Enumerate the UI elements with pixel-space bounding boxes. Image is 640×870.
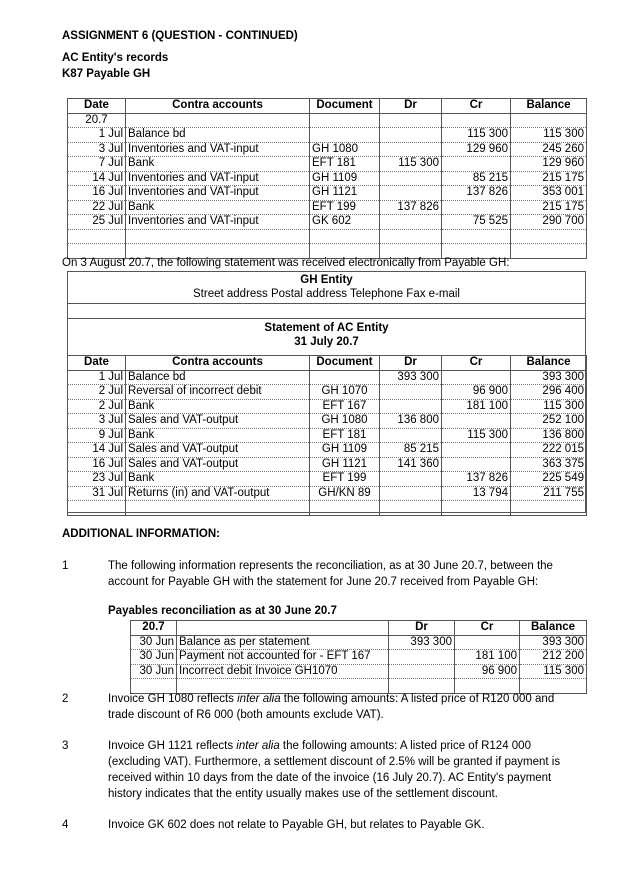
- item-3-line-4: history indicates that the entity usually makes use of the settlement discount.: [108, 788, 498, 800]
- recon-row: [131, 650, 587, 665]
- statement-cell-dr: 136 800: [380, 414, 442, 429]
- statement-cell-contra: Sales and VAT-output: [126, 443, 310, 458]
- recon-title: Payables reconciliation as at 30 June 20.7: [108, 605, 337, 617]
- statement-cell-contra: Sales and VAT-output: [126, 414, 310, 429]
- statement-cell-date: 2 Jul: [68, 399, 126, 414]
- empty-row: [68, 244, 587, 259]
- statement-cell-contra: Balance bd: [126, 370, 310, 385]
- item-3-line-1: Invoice GH 1121 reflects inter alia the following amounts: A listed price of R124 000: [108, 740, 531, 752]
- statement-cell-cr: 96 900: [442, 385, 511, 400]
- item-2-text: [108, 691, 586, 723]
- statement-cell-bal: 296 400: [511, 385, 587, 400]
- ledger-col-balance: Balance: [511, 99, 587, 114]
- statement-cell-cr: 115 300: [442, 428, 511, 443]
- statement-title-block: [68, 319, 585, 357]
- ledger-row: [68, 142, 587, 157]
- ledger-header-row: [68, 99, 587, 114]
- ledger-cell-contra: Inventories and VAT-input: [126, 142, 310, 157]
- statement-cell-date: 23 Jul: [68, 472, 126, 487]
- statement-cell-cr: [442, 443, 511, 458]
- statement-cell-dr: [380, 486, 442, 501]
- statement-cell-dr: 141 360: [380, 457, 442, 472]
- ledger-cell-dr: [380, 142, 442, 157]
- item-3-line-2: (excluding VAT). Furthermore, a settlement discount of 2.5% will be granted if payment is: [108, 756, 561, 768]
- statement-intro: On 3 August 20.7, the following statement was received electronically from Payable GH:: [62, 257, 510, 269]
- recon-cell-bal: 212 200: [520, 650, 587, 665]
- ledger-cell-date: 3 Jul: [68, 142, 126, 157]
- statement-col-contra: Contra accounts: [126, 356, 310, 371]
- statement-cell-doc: GH 1070: [310, 385, 380, 400]
- statement-row: [68, 385, 587, 400]
- ledger-cell-doc: EFT 181: [310, 157, 380, 172]
- statement-row: [68, 472, 587, 487]
- ledger-cell-contra: Bank: [126, 200, 310, 215]
- recon-cell-date: 30 Jun: [131, 664, 177, 679]
- recon-cell-dr: 393 300: [389, 635, 455, 650]
- recon-cell-desc: Balance as per statement: [177, 635, 389, 650]
- statement-cell-doc: GH 1109: [310, 443, 380, 458]
- recon-cell-dr: [389, 650, 455, 665]
- ledger-cell-doc: GH 1121: [310, 186, 380, 201]
- account-title: K87 Payable GH: [62, 68, 151, 80]
- statement-date: 31 July 20.7: [294, 336, 359, 348]
- statement-cell-doc: GH/KN 89: [310, 486, 380, 501]
- statement-cell-contra: Returns (in) and VAT-output: [126, 486, 310, 501]
- statement-cell-date: 9 Jul: [68, 428, 126, 443]
- ledger-row: [68, 200, 587, 215]
- ledger-col-document: Document: [310, 99, 380, 114]
- item-3-number: 3: [62, 740, 69, 752]
- statement-cell-cr: [442, 414, 511, 429]
- ledger-table: [67, 98, 587, 259]
- statement-row: [68, 399, 587, 414]
- ledger-row: [68, 215, 587, 230]
- ledger-cell-dr: 115 300: [380, 157, 442, 172]
- statement-row: [68, 414, 587, 429]
- statement-cell-date: 31 Jul: [68, 486, 126, 501]
- ledger-cell-cr: 115 300: [442, 128, 511, 143]
- statement-cell-bal: 115 300: [511, 399, 587, 414]
- ledger-cell-date: 22 Jul: [68, 200, 126, 215]
- ledger-cell-contra: Inventories and VAT-input: [126, 171, 310, 186]
- statement-cell-bal: 222 015: [511, 443, 587, 458]
- ledger-year: 20.7: [68, 113, 126, 128]
- statement-header-row: [68, 356, 587, 371]
- recon-cell-date: 30 Jun: [131, 635, 177, 650]
- recon-cell-date: 30 Jun: [131, 650, 177, 665]
- recon-row: [131, 664, 587, 679]
- statement-row: [68, 428, 587, 443]
- recon-cell-cr: 96 900: [455, 664, 520, 679]
- recon-col-dr: Dr: [389, 621, 455, 636]
- ledger-cell-contra: Inventories and VAT-input: [126, 215, 310, 230]
- additional-title: ADDITIONAL INFORMATION:: [62, 528, 221, 540]
- ledger-cell-bal: 215 175: [511, 171, 587, 186]
- recon-row: [131, 635, 587, 650]
- recon-header-row: [131, 621, 587, 636]
- statement-title: Statement of AC Entity: [264, 322, 389, 334]
- statement-table: [67, 355, 587, 516]
- statement-cell-doc: [310, 370, 380, 385]
- ledger-cell-cr: 75 525: [442, 215, 511, 230]
- statement-col-date: Date: [68, 356, 126, 371]
- empty-row: [68, 229, 587, 244]
- recon-cell-desc: Payment not accounted for - EFT 167: [177, 650, 389, 665]
- statement-cell-date: 1 Jul: [68, 370, 126, 385]
- statement-cell-doc: EFT 199: [310, 472, 380, 487]
- statement-cell-doc: EFT 181: [310, 428, 380, 443]
- ledger-cell-cr: [442, 200, 511, 215]
- statement-spacer: [68, 304, 585, 319]
- ledger-cell-cr: 137 826: [442, 186, 511, 201]
- statement-cell-bal: 363 375: [511, 457, 587, 472]
- ledger-col-cr: Cr: [442, 99, 511, 114]
- ledger-cell-dr: [380, 215, 442, 230]
- statement-header: [68, 272, 585, 304]
- statement-row: [68, 370, 587, 385]
- ledger-cell-bal: 129 960: [511, 157, 587, 172]
- recon-col-balance: Balance: [520, 621, 587, 636]
- ledger-cell-date: 25 Jul: [68, 215, 126, 230]
- statement-cell-cr: [442, 457, 511, 472]
- ledger-cell-date: 16 Jul: [68, 186, 126, 201]
- recon-table: [130, 620, 587, 694]
- statement-cell-doc: GH 1080: [310, 414, 380, 429]
- statement-col-dr: Dr: [380, 356, 442, 371]
- statement-row: [68, 486, 587, 501]
- ledger-row: [68, 157, 587, 172]
- statement-cell-cr: 137 826: [442, 472, 511, 487]
- statement-cell-bal: 136 800: [511, 428, 587, 443]
- recon-col-desc: [177, 621, 389, 636]
- statement-cell-dr: [380, 472, 442, 487]
- ledger-cell-contra: Balance bd: [126, 128, 310, 143]
- recon-cell-cr: 181 100: [455, 650, 520, 665]
- ledger-cell-date: 1 Jul: [68, 128, 126, 143]
- item-2-line-2: trade discount of R6 000 (both amounts exclude VAT).: [108, 709, 384, 721]
- statement-cell-dr: [380, 399, 442, 414]
- ledger-col-dr: Dr: [380, 99, 442, 114]
- item-2-number: 2: [62, 693, 69, 705]
- statement-cell-doc: GH 1121: [310, 457, 380, 472]
- ledger-cell-dr: [380, 128, 442, 143]
- statement-cell-doc: EFT 167: [310, 399, 380, 414]
- ledger-cell-cr: 129 960: [442, 142, 511, 157]
- item-3-text: [108, 738, 586, 802]
- statement-cell-bal: 225 549: [511, 472, 587, 487]
- ledger-row: [68, 171, 587, 186]
- assignment-heading: ASSIGNMENT 6 (QUESTION - CONTINUED): [62, 30, 298, 42]
- statement-cell-contra: Sales and VAT-output: [126, 457, 310, 472]
- ledger-cell-doc: EFT 199: [310, 200, 380, 215]
- ledger-cell-cr: 85 215: [442, 171, 511, 186]
- ledger-cell-bal: 353 001: [511, 186, 587, 201]
- statement-cell-bal: 211 755: [511, 486, 587, 501]
- statement-cell-date: 14 Jul: [68, 443, 126, 458]
- ledger-cell-bal: 115 300: [511, 128, 587, 143]
- records-title: AC Entity's records: [62, 52, 169, 64]
- ledger-row: [68, 186, 587, 201]
- statement-cell-bal: 252 100: [511, 414, 587, 429]
- ledger-col-contra: Contra accounts: [126, 99, 310, 114]
- statement-cell-dr: [380, 385, 442, 400]
- ledger-cell-doc: GH 1080: [310, 142, 380, 157]
- ledger-cell-cr: [442, 157, 511, 172]
- ledger-cell-doc: GK 602: [310, 215, 380, 230]
- recon-cell-bal: 393 300: [520, 635, 587, 650]
- statement-cell-dr: [380, 428, 442, 443]
- item-4-text: Invoice GK 602 does not relate to Payable GH, but relates to Payable GK.: [108, 819, 485, 831]
- item-2-line-1: Invoice GH 1080 reflects inter alia the following amounts: A listed price of R120 000 and: [108, 693, 555, 705]
- ledger-cell-bal: 215 175: [511, 200, 587, 215]
- statement-cell-cr: [442, 370, 511, 385]
- recon-cell-bal: 115 300: [520, 664, 587, 679]
- statement-entity: GH Entity: [300, 274, 353, 286]
- ledger-cell-bal: 245 260: [511, 142, 587, 157]
- statement-col-cr: Cr: [442, 356, 511, 371]
- recon-col-year: 20.7: [131, 621, 177, 636]
- ledger-cell-dr: [380, 186, 442, 201]
- ledger-cell-doc: [310, 128, 380, 143]
- ledger-cell-doc: GH 1109: [310, 171, 380, 186]
- statement-cell-contra: Bank: [126, 428, 310, 443]
- statement-address: Street address Postal address Telephone Fax e-mail: [193, 288, 460, 300]
- item-1-text: [108, 558, 586, 590]
- ledger-cell-contra: Bank: [126, 157, 310, 172]
- item-3-line-3: received within 10 days from the date of the invoice (16 July 20.7). AC Entity's payment: [108, 772, 552, 784]
- ledger-row: [68, 128, 587, 143]
- statement-cell-contra: Reversal of incorrect debit: [126, 385, 310, 400]
- ledger-cell-contra: Inventories and VAT-input: [126, 186, 310, 201]
- ledger-cell-date: 14 Jul: [68, 171, 126, 186]
- ledger-year-row: [68, 113, 587, 128]
- empty-row: [68, 501, 587, 516]
- statement-cell-contra: Bank: [126, 472, 310, 487]
- statement-cell-dr: 393 300: [380, 370, 442, 385]
- ledger-cell-date: 7 Jul: [68, 157, 126, 172]
- item-4-number: 4: [62, 819, 69, 831]
- ledger-cell-bal: 290 700: [511, 215, 587, 230]
- statement-cell-date: 3 Jul: [68, 414, 126, 429]
- item-1-number: 1: [62, 560, 69, 572]
- statement-cell-cr: 181 100: [442, 399, 511, 414]
- statement-cell-contra: Bank: [126, 399, 310, 414]
- statement-cell-date: 16 Jul: [68, 457, 126, 472]
- statement-cell-date: 2 Jul: [68, 385, 126, 400]
- recon-cell-desc: Incorrect debit Invoice GH1070: [177, 664, 389, 679]
- statement-col-balance: Balance: [511, 356, 587, 371]
- item-1-line-2: account for Payable GH with the statement for June 20.7 received from Payable GH:: [108, 576, 539, 588]
- item-1-line-1: The following information represents the reconciliation, as at 30 June 20.7, between the: [108, 560, 553, 572]
- recon-cell-cr: [455, 635, 520, 650]
- statement-cell-cr: 13 794: [442, 486, 511, 501]
- ledger-cell-dr: 137 826: [380, 200, 442, 215]
- statement-col-document: Document: [310, 356, 380, 371]
- statement-row: [68, 457, 587, 472]
- recon-col-cr: Cr: [455, 621, 520, 636]
- recon-cell-dr: [389, 664, 455, 679]
- statement-row: [68, 443, 587, 458]
- ledger-col-date: Date: [68, 99, 126, 114]
- statement-cell-dr: 85 215: [380, 443, 442, 458]
- ledger-cell-dr: [380, 171, 442, 186]
- statement-cell-bal: 393 300: [511, 370, 587, 385]
